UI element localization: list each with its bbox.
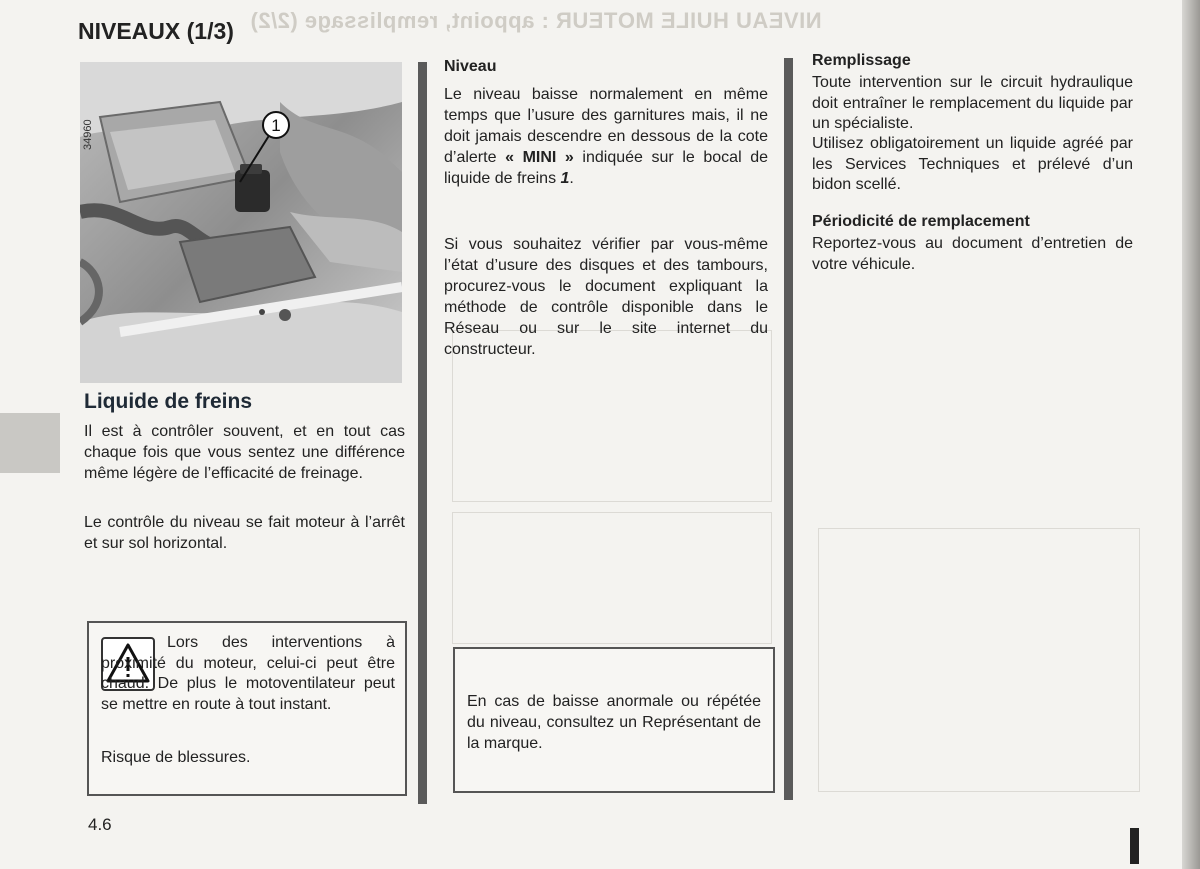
paragraph: Si vous souhaitez vérifier par vous-même l’état d’usure des disques et des tambours, procurez-vous le document expliquant la méthode de contrôle disponible dans le Réseau ou sur le site internet du constructeur. (444, 236, 768, 358)
callout-label: 1 (271, 116, 281, 135)
photo-reference-number: 34960 (82, 119, 94, 150)
paragraph: Il est à contrôler souvent, et en tout cas chaque fois que vous sentez une différence même légère de l’efficacité de freinage. (84, 423, 405, 482)
column-rule (784, 58, 793, 800)
paragraph-part: . (569, 170, 574, 187)
page-number: 4.6 (88, 815, 112, 834)
paragraph: Utilisez obligatoirement un liquide agréé par les Services Techniques et prélevé d’un bidon scellé. (812, 135, 1133, 193)
paragraph-part: indiquée sur le bocal de liquide de freins (444, 149, 769, 187)
page-edge-marker (1130, 828, 1139, 864)
mini-mark: « MINI » (505, 149, 574, 166)
section-heading-filling: Remplissage (812, 52, 911, 69)
photo-reference (82, 110, 96, 150)
section-heading-brake-fluid: Liquide de freins (84, 390, 253, 413)
paragraph: Le contrôle du niveau se fait moteur à l’arrêt et sur sol horizontal. (84, 514, 405, 552)
info-box (453, 647, 775, 793)
warning-risk-text: Risque de blessures. (101, 749, 251, 766)
section-heading-replacement-interval: Périodicité de remplacement (812, 213, 1030, 230)
paragraph-part: Le niveau baisse normalement en même temps que l’usure des garnitures mais, il ne doit jamais descendre en dessous de la cote d’alerte (444, 86, 768, 166)
paragraph: Toute intervention sur le circuit hydraulique doit entraîner le remplacement du liquide par un spécialiste. (812, 74, 1133, 132)
paragraph-level-description (444, 84, 768, 189)
page-title: NIVEAUX (1/3) (78, 18, 234, 44)
bleed-through-box (452, 512, 772, 644)
bleed-through-box (818, 528, 1140, 792)
page-edge (1182, 0, 1200, 869)
section-heading-level: Niveau (444, 58, 497, 75)
info-box-text: En cas de baisse anormale ou répétée du niveau, consultez un Représentant de la marque. (467, 693, 761, 752)
paragraph: Reportez-vous au document d’entretien de votre véhicule. (812, 235, 1133, 273)
column-rule (418, 62, 427, 804)
engine-bay-photo (80, 62, 402, 383)
bleed-through-heading: NIVEAU HUILE MOTEUR : appoint, remplissage (2/2) (250, 8, 822, 33)
chapter-tab (0, 413, 60, 473)
reservoir-reference: 1 (560, 170, 570, 187)
warning-box (87, 621, 407, 796)
warning-text: Lors des interventions à proximité du moteur, celui-ci peut être chaud. De plus le motoventilateur peut se mettre en route à tout instant. (101, 634, 395, 713)
